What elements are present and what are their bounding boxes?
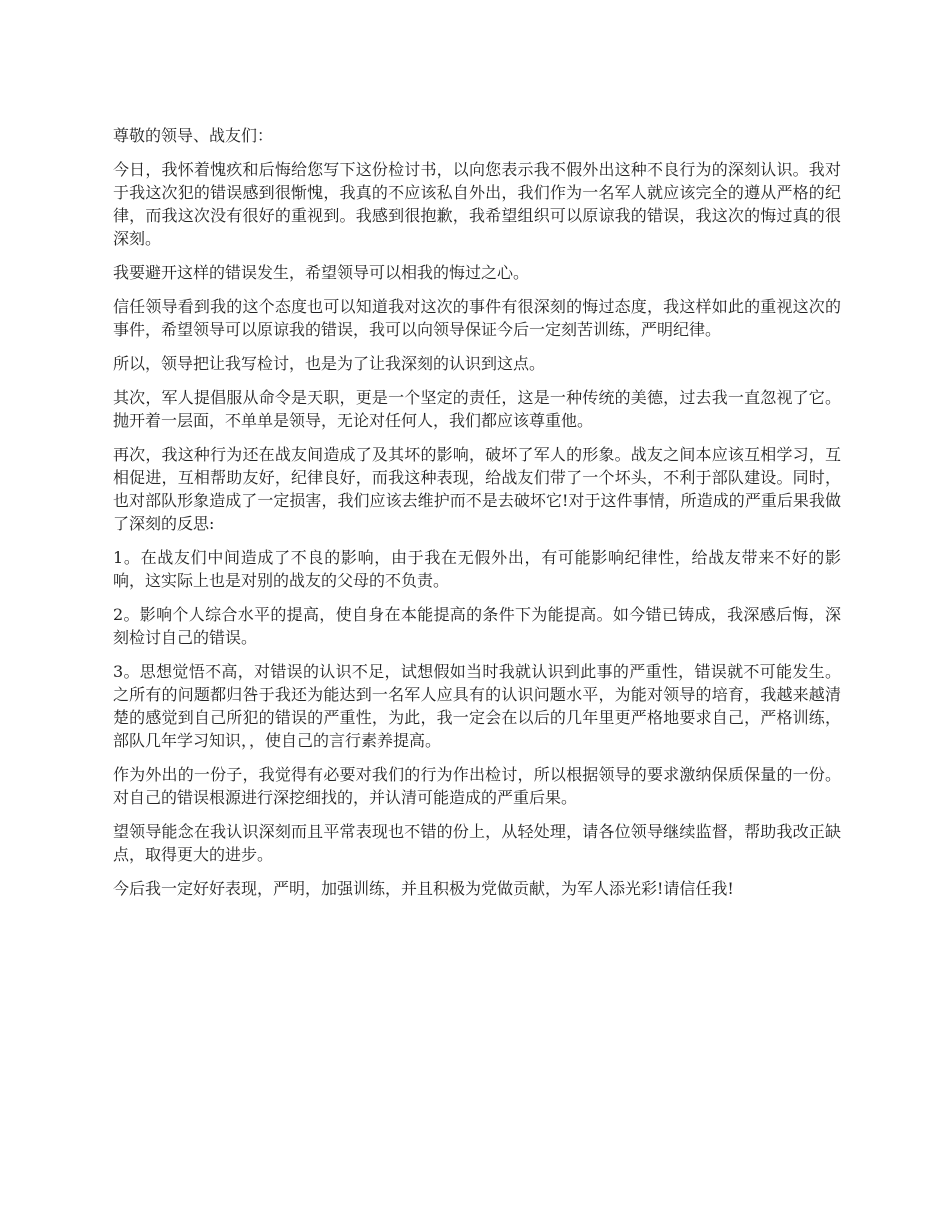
list-item-3: 3。思想觉悟不高，对错误的认识不足，试想假如当时我就认识到此事的严重性，错误就不可能发生。之所有的问题都归咎于我还为能达到一名军人应具有的认识问题水平，为能对领导的培育，我越来越清楚的感觉到自己所犯的错误的严重性，为此，我一定会在以后的几年里更严格地要求自己，严格训练，部队几年学习知识，，使自己的言行素养提高。 bbox=[113, 662, 841, 750]
list-item-2: 2。影响个人综合水平的提高，使自身在本能提高的条件下为能提高。如今错已铸成，我深感后悔，深刻检讨自己的错误。 bbox=[113, 605, 841, 647]
paragraph-2: 我要避开这样的错误发生，希望领导可以相我的悔过之心。 bbox=[113, 263, 530, 282]
list-item-1: 1。在战友们中间造成了不良的影响，由于我在无假外出，有可能影响纪律性，给战友带来不好的影响，这实际上也是对别的战友的父母的不负责。 bbox=[113, 548, 841, 590]
document-body bbox=[113, 124, 841, 911]
paragraph-5: 其次，军人提倡服从命令是天职，更是一个坚定的责任，这是一种传统的美德，过去我一直忽视了它。抛开着一层面，不单单是领导，无论对任何人，我们都应该尊重他。 bbox=[113, 388, 841, 430]
paragraph-3: 信任领导看到我的这个态度也可以知道我对这次的事件有很深刻的悔过态度，我这样如此的重视这次的事件，希望领导可以原谅我的错误，我可以向领导保证今后一定刻苦训练，严明纪律。 bbox=[113, 297, 841, 339]
paragraph-6: 再次，我这种行为还在战友间造成了及其坏的影响，破坏了军人的形象。战友之间本应该互相学习，互相促进，互相帮助友好，纪律良好，而我这种表现，给战友们带了一个坏头，不利于部队建设。同时，也对部队形象造成了一定损害，我们应该去维护而不是去破坏它!对于这件事情，所造成的严重后果我做了深刻的反思: bbox=[113, 445, 841, 533]
closing-paragraph: 今后我一定好好表现，严明，加强训练，并且积极为党做贡献，为军人添光彩!请信任我! bbox=[113, 879, 734, 898]
paragraph-1: 今日，我怀着愧疚和后悔给您写下这份检讨书，以向您表示我不假外出这种不良行为的深刻认识。我对于我这次犯的错误感到很惭愧，我真的不应该私自外出，我们作为一名军人就应该完全的遵从严格的纪律，而我这次没有很好的重视到。我感到很抱歉，我希望组织可以原谅我的错误，我这次的悔过真的很深刻。 bbox=[113, 160, 841, 248]
paragraph-7: 作为外出的一份子，我觉得有必要对我们的行为作出检讨，所以根据领导的要求激纳保质保量的一份。对自己的错误根源进行深挖细找的，并认清可能造成的严重后果。 bbox=[113, 765, 841, 807]
paragraph-4: 所以，领导把让我写检讨，也是为了让我深刻的认识到这点。 bbox=[113, 354, 546, 373]
salutation: 尊敬的领导、战友们： bbox=[113, 126, 274, 145]
paragraph-8: 望领导能念在我认识深刻而且平常表现也不错的份上，从轻处理，请各位领导继续监督，帮助我改正缺点，取得更大的进步。 bbox=[113, 822, 841, 864]
